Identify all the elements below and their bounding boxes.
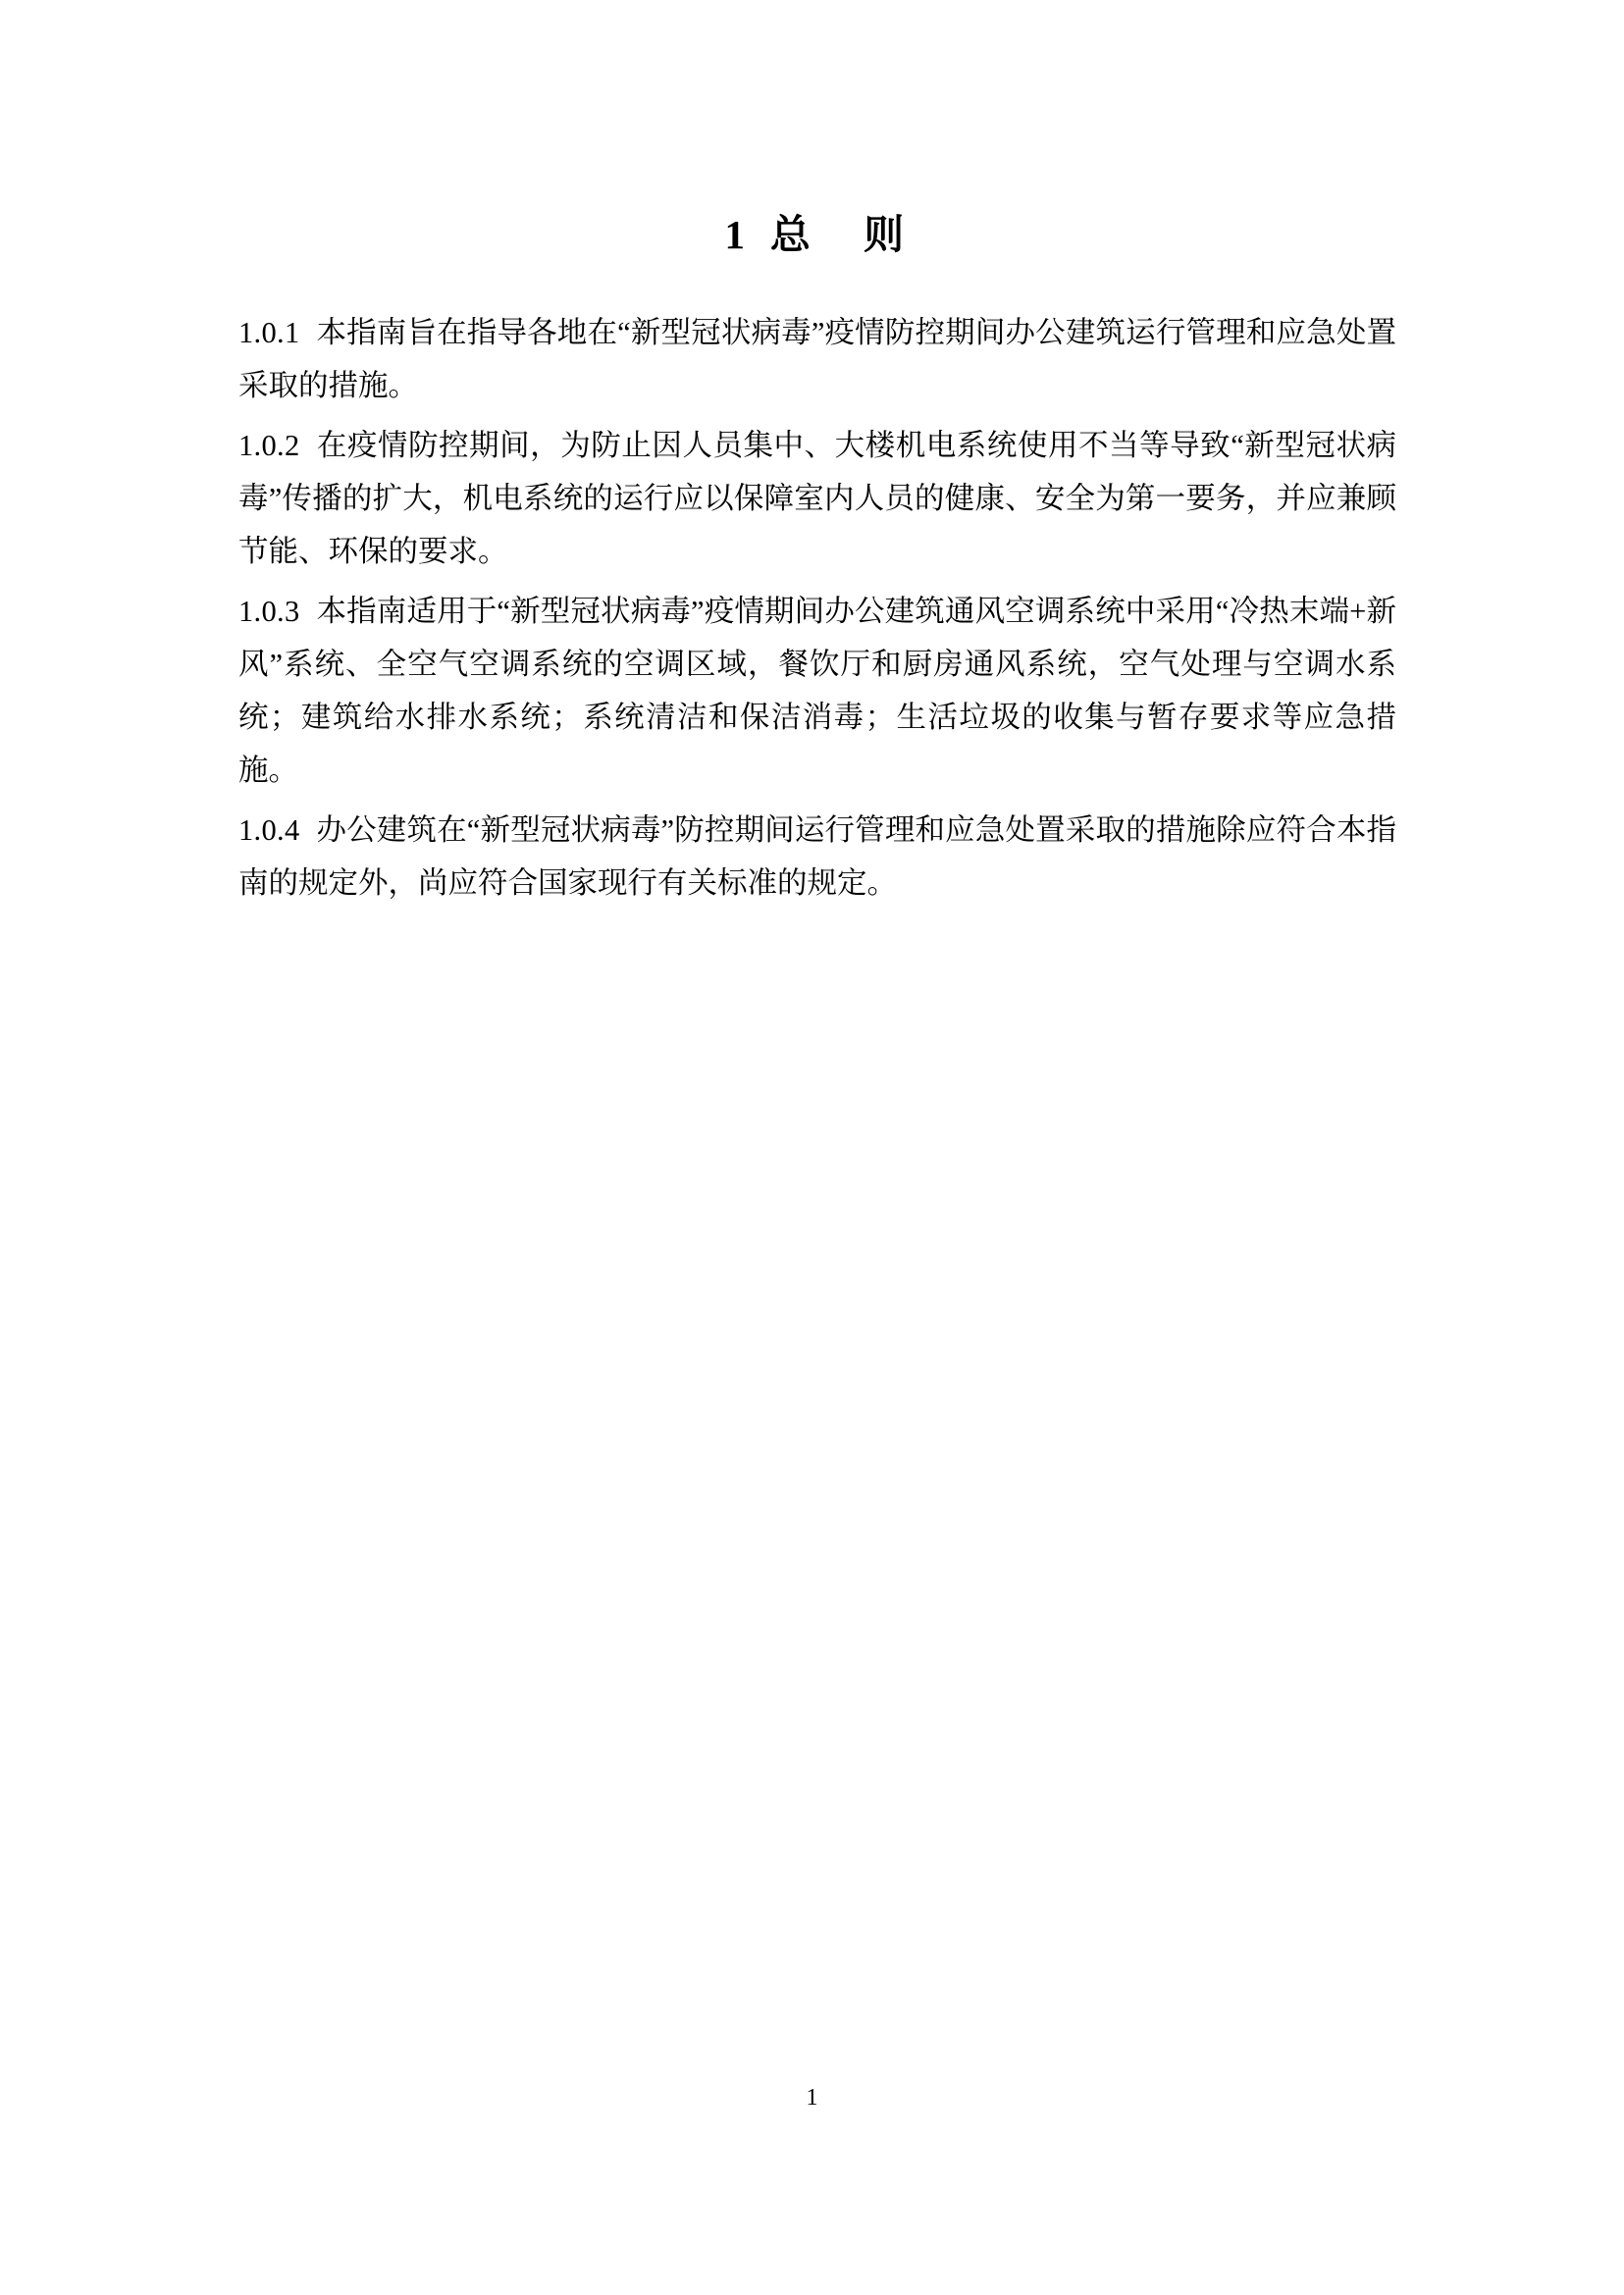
paragraph-label: 1.0.3 xyxy=(238,594,300,628)
paragraph-text: 在疫情防控期间，为防止因人员集中、大楼机电系统使用不当等导致“新型冠状病毒”传播的扩大，机电系统的运行应以保障室内人员的健康、安全为第一要务，并应兼顾节能、环保的要求。 xyxy=(238,428,1396,569)
page-content xyxy=(238,211,1396,915)
paragraph xyxy=(238,306,1396,413)
paragraph-label: 1.0.4 xyxy=(238,812,300,847)
paragraph-label: 1.0.1 xyxy=(238,316,300,350)
chapter-heading xyxy=(238,211,1396,259)
paragraph-text: 本指南适用于“新型冠状病毒”疫情期间办公建筑通风空调系统中采用“冷热末端+新风”系统、全空气空调系统的空调区域，餐饮厅和厨房通风系统，空气处理与空调水系统；建筑给水排水系统；系统清洁和保洁消毒；生活垃圾的收集与暂存要求等应急措施。 xyxy=(238,594,1396,788)
chapter-number: 1 xyxy=(724,212,755,257)
page-number: 1 xyxy=(806,2085,818,2111)
paragraph xyxy=(238,585,1396,798)
chapter-title-text: 总 则 xyxy=(769,212,911,257)
paragraph xyxy=(238,804,1396,911)
paragraph-text: 本指南旨在指导各地在“新型冠状病毒”疫情防控期间办公建筑运行管理和应急处置采取的措施。 xyxy=(238,316,1396,403)
paragraph xyxy=(238,419,1396,579)
paragraph-label: 1.0.2 xyxy=(238,428,300,462)
paragraph-text: 办公建筑在“新型冠状病毒”防控期间运行管理和应急处置采取的措施除应符合本指南的规定外，尚应符合国家现行有关标准的规定。 xyxy=(238,812,1396,900)
